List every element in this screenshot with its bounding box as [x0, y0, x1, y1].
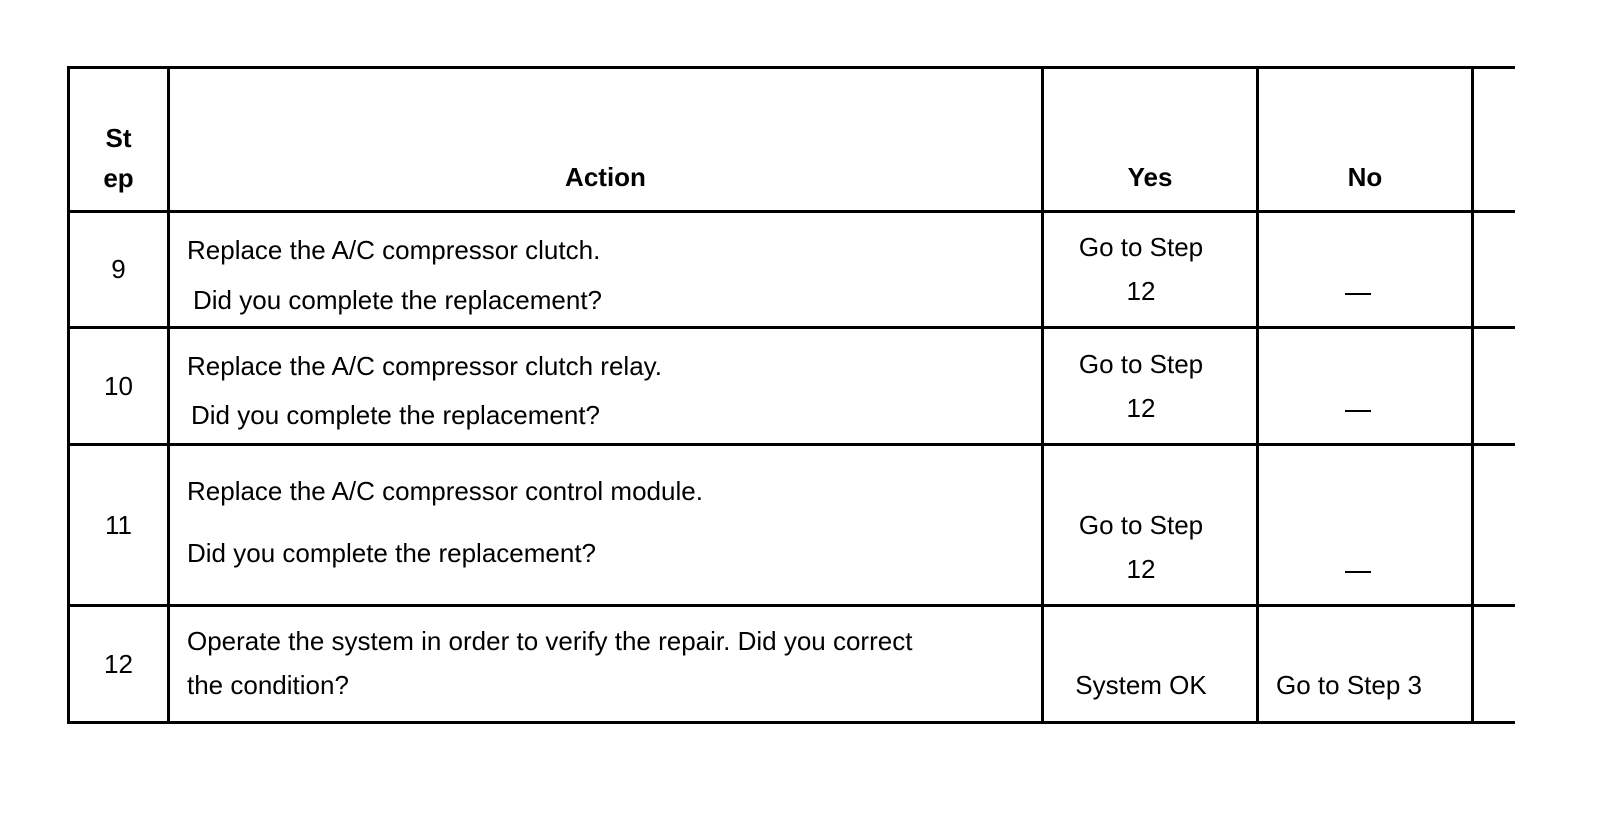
table-row-step-10-yes [1044, 342, 1238, 430]
table-row-step-11-number: 11 [105, 509, 132, 540]
action-question: Did you complete the replacement? [193, 285, 603, 315]
table-row-step-10-number: 10 [104, 370, 133, 401]
table-rule-row-9-bottom [69, 326, 1515, 329]
yes-goto-step: 12 [1126, 554, 1156, 584]
yes-goto-text: Go to Step [1078, 510, 1204, 540]
table-row-step-9-action [187, 225, 1027, 325]
action-question: the condition? [187, 670, 349, 700]
action-instruction: Replace the A/C compressor control module. [187, 476, 703, 506]
action-question: Did you complete the replacement? [191, 400, 601, 430]
header-no: No [1347, 162, 1383, 192]
yes-goto-text: Go to Step [1078, 349, 1204, 379]
action-instruction: Replace the A/C compressor clutch. [187, 235, 601, 265]
table-rule-header-bottom [69, 210, 1515, 213]
yes-goto-step: 12 [1126, 276, 1156, 306]
yes-goto-text: Go to Step [1078, 232, 1204, 262]
header-action: Action [565, 162, 646, 192]
table-row-step-9-no-dash [1345, 293, 1371, 295]
table-row-step-11-action [187, 460, 1027, 584]
table-rule-right [1471, 66, 1474, 724]
header-yes: Yes [1127, 162, 1173, 192]
header-step [70, 118, 167, 198]
action-instruction: Replace the A/C compressor clutch relay. [187, 351, 662, 381]
table-row-step-12-number: 12 [104, 648, 133, 679]
action-question: Did you complete the replacement? [187, 538, 597, 568]
table-row-step-11-yes [1044, 503, 1238, 591]
table-row-step-9-yes [1044, 225, 1238, 313]
table-rule-top [69, 66, 1515, 69]
table-rule-row-11-bottom [69, 604, 1515, 607]
table-row-step-10-action [187, 342, 1027, 440]
table-rule-row-10-bottom [69, 443, 1515, 446]
table-rule-bottom [69, 721, 1515, 724]
header-step-line1: St [105, 123, 132, 153]
table-row-step-9-number: 9 [111, 254, 126, 284]
action-instruction: Operate the system in order to verify the repair. Did you correct [187, 626, 913, 656]
table-row-step-12-no: Go to Step 3 [1276, 670, 1422, 700]
table-row-step-11-no-dash [1345, 571, 1371, 573]
yes-goto-step: 12 [1126, 393, 1156, 423]
header-step-line2: ep [103, 163, 134, 193]
table-row-step-12-yes: System OK [1075, 670, 1207, 700]
table-row-step-12-action [187, 619, 1027, 707]
table-row-step-10-no-dash [1345, 410, 1371, 412]
